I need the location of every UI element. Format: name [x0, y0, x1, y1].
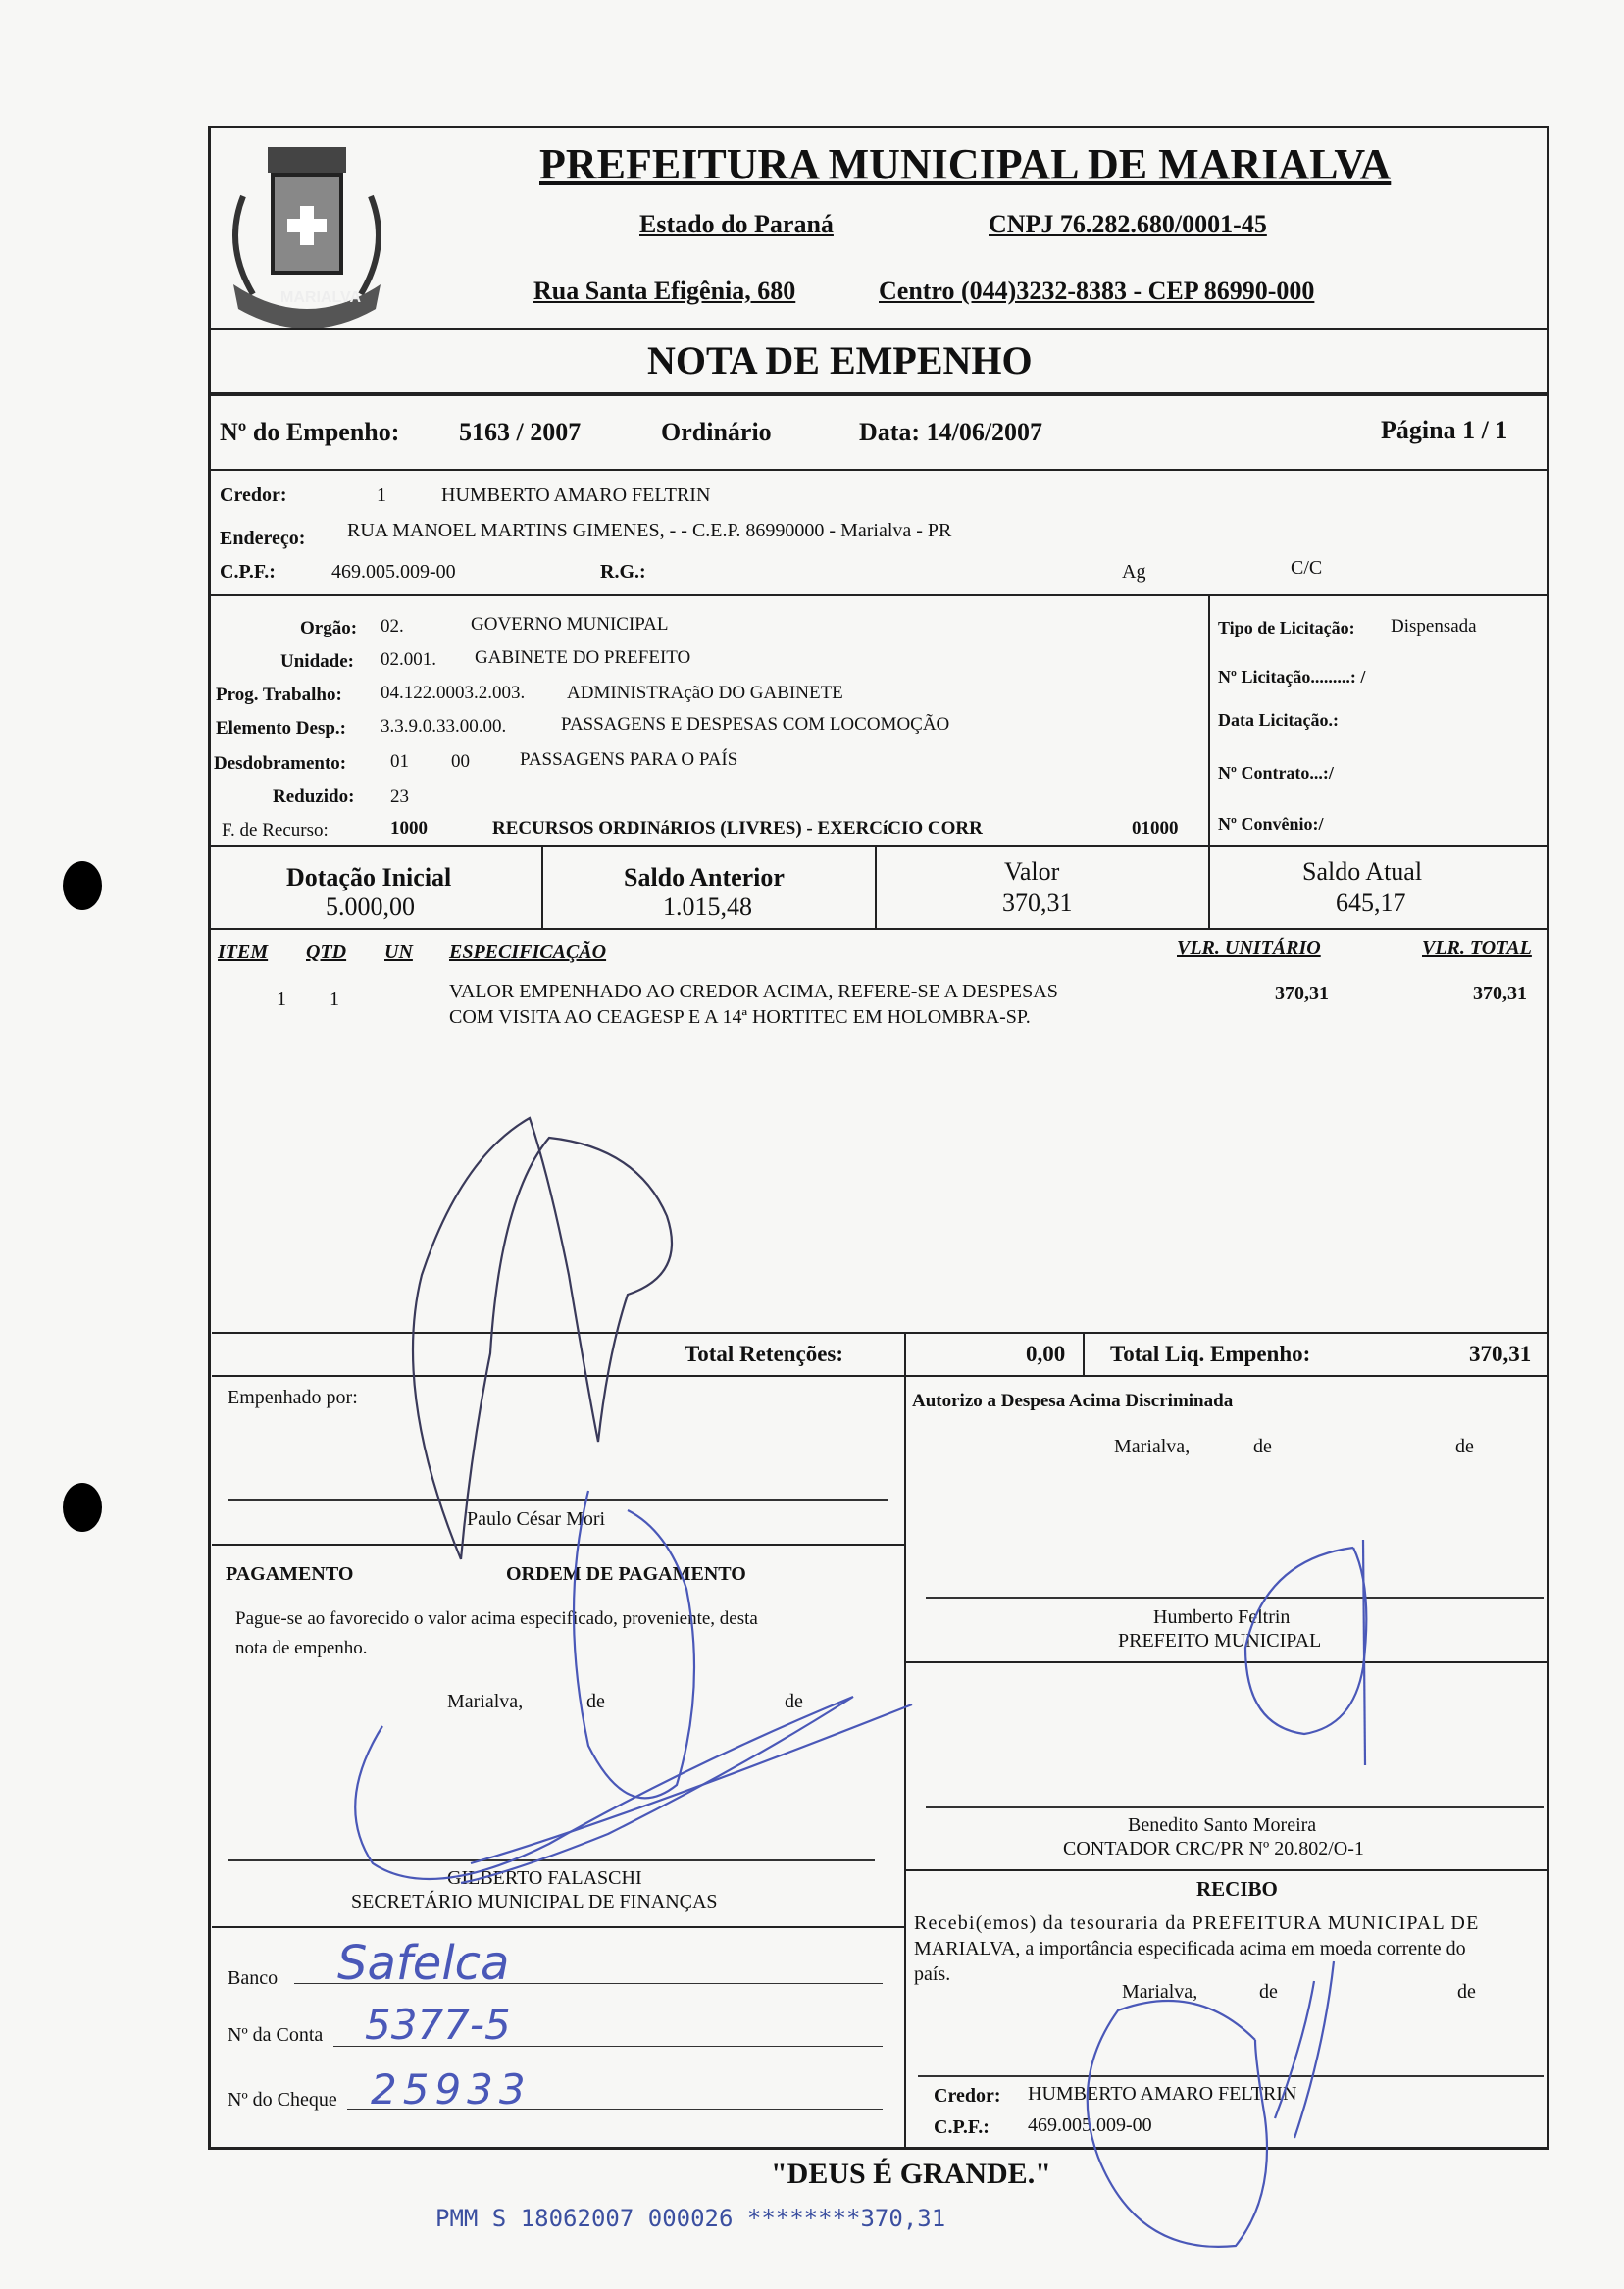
cpf-value: 469.005.009-00: [331, 561, 456, 583]
recibo-cpf-value: 469.005.009-00: [1028, 2114, 1152, 2136]
empenhado-signature: [413, 1118, 672, 1559]
page-title: PREFEITURA MUNICIPAL DE MARIALVA: [539, 140, 1392, 188]
credor-code: 1: [377, 484, 386, 506]
empenho-page: Página 1 / 1: [1381, 416, 1508, 444]
orgao-code: 02.: [381, 616, 404, 636]
pagamento-de2: de: [785, 1691, 803, 1712]
pagamento-city: Marialva,: [447, 1691, 524, 1712]
contador-name: Benedito Santo Moreira: [1128, 1814, 1317, 1836]
row-spec-line2: COM VISITA AO CEAGESP E A 14ª HORTITEC EM HOLOMBRA-SP.: [449, 1006, 1031, 1028]
secretario-signature: [355, 1491, 912, 1883]
desdobramento-value: PASSAGENS PARA O PAÍS: [520, 749, 738, 770]
autorizo-de1: de: [1253, 1436, 1272, 1457]
saldo-atual-label: Saldo Atual: [1302, 857, 1423, 886]
credor-label: Credor:: [220, 484, 287, 506]
recibo-label: RECIBO: [1196, 1877, 1278, 1901]
address-label: Endereço:: [220, 528, 306, 549]
secretario-name: GILBERTO FALASCHI: [447, 1867, 642, 1889]
recibo-credor-value: HUMBERTO AMARO FELTRIN: [1028, 2083, 1297, 2105]
row-item: 1: [277, 989, 286, 1010]
recibo-credor-label: Credor:: [934, 2085, 1001, 2107]
rg-label: R.G.:: [600, 561, 646, 583]
convenio-number: Nº Convênio:/: [1218, 814, 1324, 834]
pagamento-text-line2: nota de empenho.: [235, 1638, 368, 1658]
prog-code: 04.122.0003.2.003.: [381, 683, 526, 703]
desdobramento-code: 01: [390, 751, 409, 772]
prog-value: ADMINISTRAçãO DO GABINETE: [567, 683, 843, 703]
recibo-de2: de: [1457, 1981, 1476, 2003]
tipo-licitacao-value: Dispensada: [1391, 616, 1477, 636]
dotacao-label: Dotação Inicial: [286, 863, 452, 891]
saldo-anterior-value: 1.015,48: [663, 892, 752, 921]
elemento-code: 3.3.9.0.33.00.00.: [381, 716, 507, 737]
recibo-line3: país.: [914, 1963, 951, 1985]
items-header-qtd: QTD: [306, 941, 347, 963]
empenho-number: 5163 / 2007: [459, 418, 582, 446]
pagamento-label: PAGAMENTO: [226, 1563, 354, 1585]
recibo-cpf-label: C.P.F.:: [934, 2116, 990, 2138]
empenho-number-label: Nº do Empenho:: [220, 418, 400, 446]
orgao-label: Orgão:: [300, 618, 358, 638]
saldo-atual-value: 645,17: [1336, 889, 1406, 917]
items-header-un: UN: [384, 941, 413, 963]
recurso-label: F. de Recurso:: [222, 820, 329, 840]
credor-name: HUMBERTO AMARO FELTRIN: [441, 484, 711, 506]
licitacao-date: Data Licitação.:: [1218, 710, 1339, 730]
address-value: RUA MANOEL MARTINS GIMENES, - - C.E.P. 86990000 - Marialva - PR: [347, 520, 952, 541]
conta-handwritten: 5377-5: [365, 2001, 511, 2049]
banco-handwritten: Safelca: [337, 1936, 510, 1991]
seal-text: MARIALVA: [280, 289, 362, 306]
items-header-item: ITEM: [218, 941, 269, 963]
ag-label: Ag: [1122, 561, 1146, 583]
recibo-de1: de: [1259, 1981, 1278, 2003]
row-qtd: 1: [330, 989, 339, 1010]
elemento-label: Elemento Desp.:: [216, 718, 346, 738]
empenhado-name: Paulo César Mori: [467, 1508, 606, 1530]
liquido-value: 370,31: [1469, 1342, 1532, 1366]
conta-label: Nº da Conta: [228, 2024, 324, 2046]
contador-role: CONTADOR CRC/PR Nº 20.802/O-1: [1063, 1838, 1364, 1859]
unidade-label: Unidade:: [280, 651, 354, 672]
valor-value: 370,31: [1002, 889, 1073, 917]
autorizo-city: Marialva,: [1114, 1436, 1191, 1457]
recibo-city: Marialva,: [1122, 1981, 1198, 2003]
recibo-line1: Recebi(emos) da tesouraria da PREFEITURA MUNICIPAL DE: [914, 1912, 1480, 1934]
saldo-anterior-label: Saldo Anterior: [624, 863, 785, 891]
banco-label: Banco: [228, 1967, 279, 1989]
cnpj-label: CNPJ 76.282.680/0001-45: [989, 210, 1267, 238]
cpf-label: C.P.F.:: [220, 561, 276, 583]
secretario-role: SECRETÁRIO MUNICIPAL DE FINANÇAS: [351, 1891, 718, 1912]
orgao-value: GOVERNO MUNICIPAL: [471, 614, 669, 635]
retencoes-value: 0,00: [1026, 1342, 1066, 1366]
unidade-code: 02.001.: [381, 649, 436, 670]
row-unit-value: 370,31: [1275, 983, 1329, 1004]
valor-label: Valor: [1004, 857, 1060, 886]
desdobramento-sub: 00: [451, 751, 470, 772]
document-title: NOTA DE EMPENHO: [647, 338, 1033, 382]
row-spec-line1: VALOR EMPENHADO AO CREDOR ACIMA, REFERE-SE A DESPESAS: [449, 981, 1058, 1002]
state-label: Estado do Paraná: [639, 210, 834, 238]
cheque-label: Nº do Cheque: [228, 2089, 337, 2111]
row-total-value: 370,31: [1473, 983, 1527, 1004]
contact-label: Centro (044)3232-8383 - CEP 86990-000: [879, 277, 1315, 305]
items-header-spec: ESPECIFICAÇÃO: [449, 941, 607, 963]
pagamento-de1: de: [586, 1691, 605, 1712]
cheque-handwritten: 25933: [371, 2065, 532, 2113]
recurso-code: 1000: [390, 818, 428, 839]
elemento-value: PASSAGENS E DESPESAS COM LOCOMOÇÃO: [561, 714, 950, 735]
payment-stamp: PMM S 18062007 000026 ********370,31: [435, 2205, 946, 2232]
credor-signature: [1088, 1961, 1334, 2247]
ordem-pagamento-label: ORDEM DE PAGAMENTO: [506, 1563, 746, 1585]
autorizo-label: Autorizo a Despesa Acima Discriminada: [912, 1391, 1234, 1411]
reduzido-value: 23: [390, 787, 409, 807]
recurso-value: RECURSOS ORDINáRIOS (LIVRES) - EXERCíCIO CORR: [492, 818, 983, 839]
motto: "DEUS É GRANDE.": [771, 2158, 1051, 2190]
recibo-line2: MARIALVA, a importância especificada acima em moeda corrente do: [914, 1938, 1466, 1959]
prog-label: Prog. Trabalho:: [216, 685, 342, 705]
empenho-type: Ordinário: [661, 418, 772, 446]
unidade-value: GABINETE DO PREFEITO: [475, 647, 691, 668]
recurso-sub: 01000: [1132, 818, 1179, 839]
autorizo-de2: de: [1455, 1436, 1474, 1457]
dotacao-value: 5.000,00: [326, 892, 415, 921]
autorizo-name: Humberto Feltrin: [1153, 1606, 1291, 1628]
cc-label: C/C: [1291, 557, 1323, 579]
street-label: Rua Santa Efigênia, 680: [533, 277, 796, 305]
items-header-total: VLR. TOTAL: [1422, 938, 1532, 959]
contrato-number: Nº Contrato...:/: [1218, 763, 1334, 783]
prefeito-signature: [1245, 1540, 1366, 1765]
tipo-licitacao-label: Tipo de Licitação:: [1218, 618, 1355, 637]
reduzido-label: Reduzido:: [273, 787, 355, 807]
pagamento-text-line1: Pague-se ao favorecido o valor acima especificado, proveniente, desta: [235, 1608, 758, 1629]
licitacao-number: Nº Licitação.........: /: [1218, 667, 1366, 687]
empenhado-label: Empenhado por:: [228, 1387, 358, 1408]
items-header-unit: VLR. UNITÁRIO: [1177, 938, 1321, 959]
liquido-label: Total Liq. Empenho:: [1110, 1342, 1311, 1366]
retencoes-label: Total Retenções:: [685, 1342, 844, 1366]
desdobramento-label: Desdobramento:: [214, 753, 347, 774]
autorizo-role: PREFEITO MUNICIPAL: [1118, 1630, 1322, 1652]
empenho-date: Data: 14/06/2007: [859, 418, 1043, 446]
